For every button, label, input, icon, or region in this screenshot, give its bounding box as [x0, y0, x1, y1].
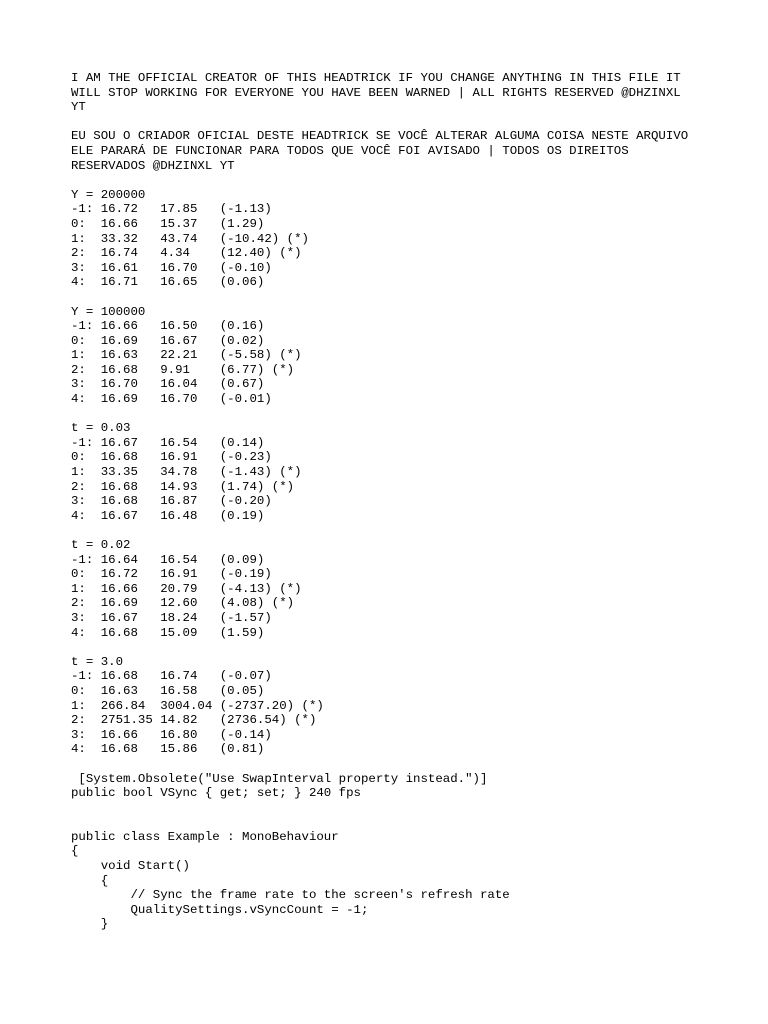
code-line: public class Example : MonoBehaviour — [71, 829, 339, 844]
table-row: 2: 16.68 9.91 (6.77) (*) — [71, 362, 295, 377]
table-row: 0: 16.66 15.37 (1.29) — [71, 216, 265, 231]
table-heading: Y = 100000 — [71, 304, 146, 319]
code-line: { — [71, 844, 79, 859]
table-row: 2: 16.68 14.93 (1.74) (*) — [71, 479, 295, 494]
table-heading: t = 0.02 — [71, 538, 131, 552]
table-heading: Y = 200000 — [71, 187, 146, 202]
code-line: QualitySettings.vSyncCount = -1; — [71, 902, 369, 917]
table-row: 2: 16.74 4.34 (12.40) (*) — [71, 246, 302, 261]
code-line: { — [71, 873, 109, 888]
table-row: -1: 16.67 16.54 (0.14) — [71, 435, 265, 450]
table-row: 1: 16.63 22.21 (-5.58) (*) — [71, 348, 302, 363]
table-row: 3: 16.61 16.70 (-0.10) — [71, 260, 272, 275]
table-row: 3: 16.70 16.04 (0.67) — [71, 377, 265, 392]
table-row: 4: 16.68 15.86 (0.81) — [71, 742, 265, 757]
table-heading: t = 3.0 — [71, 654, 124, 669]
notice-english — [71, 71, 751, 115]
table-row: 4: 16.69 16.70 (-0.01) — [71, 392, 272, 407]
table-row: 0: 16.68 16.91 (-0.23) — [71, 450, 272, 465]
table-heading: t = 0.03 — [71, 421, 131, 436]
table-row: 2: 2751.35 14.82 (2736.54) (*) — [71, 713, 317, 728]
notice-pt-line: ELE PARARÁ DE FUNCIONAR PARA TODOS QUE VOCÊ FOI AVISADO | TODOS OS DIREITOS — [71, 143, 629, 158]
table-t-0-02 — [71, 538, 751, 640]
table-row: -1: 16.64 16.54 (0.09) — [71, 552, 265, 567]
code-snippet — [71, 830, 751, 932]
notice-pt-line: RESERVADOS @DHZINXL YT — [71, 158, 235, 173]
vsync-snippet — [71, 772, 751, 801]
notice-portuguese — [71, 129, 751, 173]
table-row: 0: 16.63 16.58 (0.05) — [71, 683, 265, 698]
table-row: 4: 16.71 16.65 (0.06) — [71, 275, 265, 290]
table-row: -1: 16.66 16.50 (0.16) — [71, 319, 265, 334]
table-row: 3: 16.67 18.24 (-1.57) — [71, 610, 272, 625]
table-row: 0: 16.72 16.91 (-0.19) — [71, 567, 272, 582]
code-line: [System.Obsolete("Use SwapInterval property instead.")] — [71, 771, 488, 786]
notice-en-line: YT — [71, 100, 86, 115]
table-row: 1: 33.35 34.78 (-1.43) (*) — [71, 465, 302, 480]
table-t-0-03 — [71, 421, 751, 523]
table-y-200000 — [71, 188, 751, 290]
table-row: 0: 16.69 16.67 (0.02) — [71, 333, 265, 348]
notice-pt-line: EU SOU O CRIADOR OFICIAL DESTE HEADTRICK SE VOCÊ ALTERAR ALGUMA COISA NESTE ARQUIVO — [71, 129, 689, 144]
table-row: 4: 16.68 15.09 (1.59) — [71, 625, 265, 640]
code-line: public bool VSync { get; set; } 240 fps — [71, 786, 361, 801]
table-row: 3: 16.68 16.87 (-0.20) — [71, 494, 272, 509]
table-y-100000 — [71, 305, 751, 407]
table-row: 1: 33.32 43.74 (-10.42) (*) — [71, 231, 309, 246]
document-page — [71, 71, 751, 932]
table-row: -1: 16.72 17.85 (-1.13) — [71, 202, 272, 217]
table-row: 1: 266.84 3004.04 (-2737.20) (*) — [71, 698, 324, 713]
table-row: 1: 16.66 20.79 (-4.13) (*) — [71, 581, 302, 596]
code-line: } — [71, 917, 109, 932]
table-row: 2: 16.69 12.60 (4.08) (*) — [71, 596, 295, 611]
table-row: 3: 16.66 16.80 (-0.14) — [71, 727, 272, 742]
notice-en-line: I AM THE OFFICIAL CREATOR OF THIS HEADTRICK IF YOU CHANGE ANYTHING IN THIS FILE IT — [71, 71, 681, 85]
table-row: 4: 16.67 16.48 (0.19) — [71, 508, 265, 523]
code-line: void Start() — [71, 859, 190, 874]
table-t-3-0 — [71, 655, 751, 757]
table-row: -1: 16.68 16.74 (-0.07) — [71, 669, 272, 684]
code-line: // Sync the frame rate to the screen's refresh rate — [71, 888, 510, 903]
notice-en-line: WILL STOP WORKING FOR EVERYONE YOU HAVE BEEN WARNED | ALL RIGHTS RESERVED @DHZINXL — [71, 85, 681, 100]
